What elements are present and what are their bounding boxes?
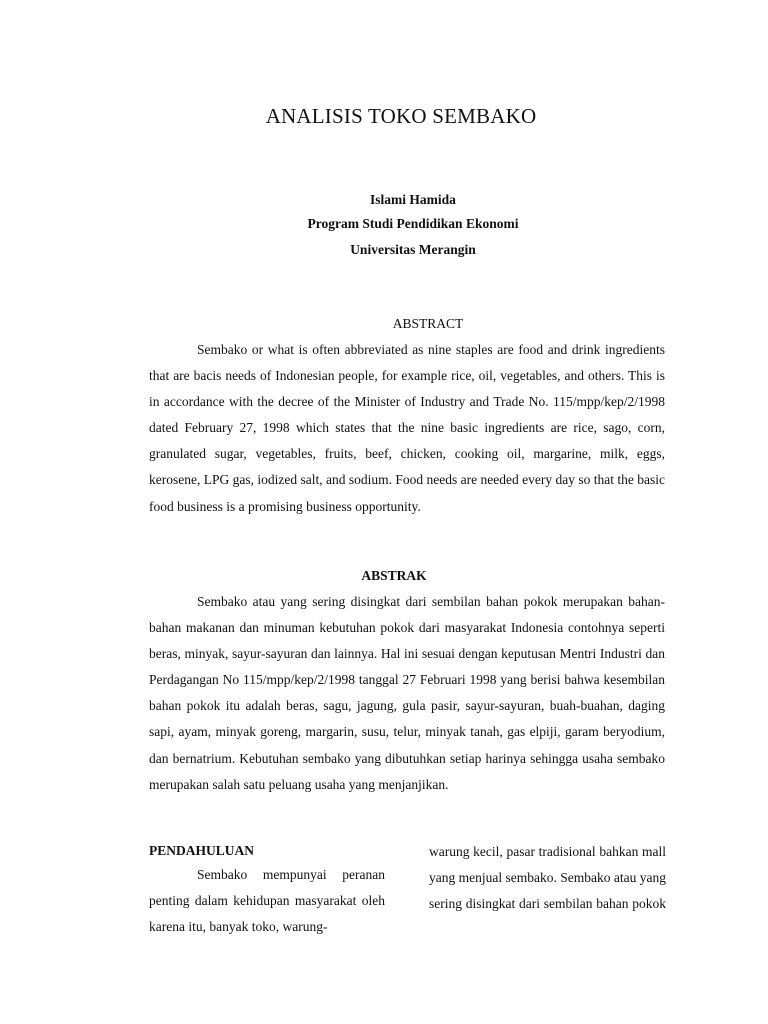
abstract-body: Sembako or what is often abbreviated as nine staples are food and drink ingredients that are bacis needs of Indonesian people, for example rice, oil, vegetables, and others. This is in accordance with the decree of the Minister of Industry and Trade No. 115/mpp/kep/2/1998 dated February 27, 1998 which states that the nine basic ingredients are rice, sago, corn, granulated sugar, vegetables, fruits, beef, chicken, cooking oil, margarine, milk, eggs, kerosene, LPG gas, iodized salt, and sodium. Food needs are needed every day so that the basic food business is a promising business opportunity. bbox=[149, 342, 665, 514]
introduction-left-text: Sembako mempunyai peranan penting dalam kehidupan masyarakat oleh karena itu, banyak toko, warung- bbox=[149, 867, 385, 935]
introduction-left-column bbox=[149, 840, 385, 940]
author-name: Islami Hamida bbox=[370, 192, 456, 207]
author-program: Program Studi Pendidikan Ekonomi bbox=[307, 216, 519, 231]
introduction-heading: PENDAHULUAN bbox=[149, 843, 255, 858]
introduction-right-column bbox=[429, 839, 666, 917]
abstrak-heading: ABSTRAK bbox=[361, 568, 427, 583]
abstract-heading: ABSTRACT bbox=[392, 316, 464, 331]
abstrak-body: Sembako atau yang sering disingkat dari sembilan bahan pokok merupakan bahan-bahan makanan dan minuman kebutuhan pokok dari masyarakat Indonesia contohnya seperti beras, minyak, sayur-sayuran dan lainnya. Hal ini sesuai dengan keputusan Mentri Industri dan Perdagangan No 115/mpp/kep/2/1998 tanggal 27 Februari 1998 yang berisi bahwa kesembilan bahan pokok itu adalah beras, sagu, jagung, gula pasir, sayur-sayuran, buah-buahan, daging sapi, ayam, minyak goreng, margarin, susu, telur, minyak tanah, gas elpiji, garam beryodium, dan bernatrium. Kebutuhan sembako yang dibutuhkan setiap harinya sehingga usaha sembako merupakan salah satu peluang usaha yang menjanjikan. bbox=[149, 594, 665, 792]
paper-title: ANALISIS TOKO SEMBAKO bbox=[265, 104, 537, 128]
introduction-right-text: warung kecil, pasar tradisional bahkan mall yang menjual sembako. Sembako atau yang sering disingkat dari sembilan bahan pokok bbox=[429, 844, 666, 912]
author-university: Universitas Merangin bbox=[350, 242, 476, 257]
